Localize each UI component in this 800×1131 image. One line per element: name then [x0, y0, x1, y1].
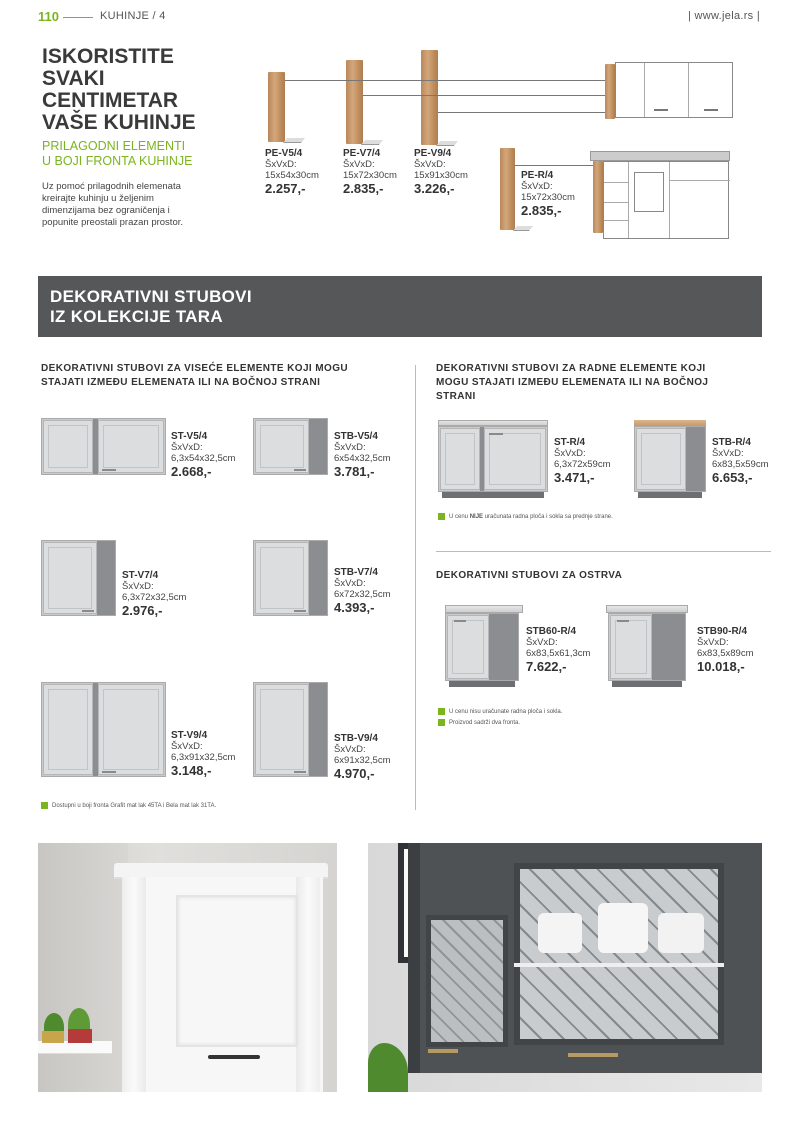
product-info-stb-r [712, 437, 769, 485]
product-code: STB-R/4 [712, 437, 751, 448]
photo-white-cabinet [38, 843, 337, 1092]
intro-subtitle-line: PRILAGODNI ELEMENTI [42, 139, 186, 153]
panel-image-pe-v9 [421, 50, 438, 145]
price: 2.976,- [122, 603, 163, 618]
product-code: PE-V5/4 [265, 148, 303, 159]
heading-line: STRANI [436, 391, 476, 402]
note-bullet-icon [438, 719, 445, 726]
price: 3.148,- [171, 763, 212, 778]
price: 2.835,- [343, 181, 384, 196]
product-info-st-v9 [171, 730, 235, 778]
product-code: ST-V9/4 [171, 730, 208, 741]
dim-label: ŠxVxD: [334, 442, 366, 453]
product-image-stb-r [634, 420, 706, 498]
panel-image-pe-v7 [346, 60, 363, 144]
product-info-stb60-r [526, 626, 590, 674]
product-info-stb90-r [697, 626, 754, 674]
connector-line [285, 80, 605, 81]
right-section-heading [436, 362, 708, 404]
panel-info-pe-v7 [343, 148, 397, 196]
price: 2.835,- [521, 203, 562, 218]
panel-shadow [361, 140, 383, 145]
dim-label: ŠxVxD: [526, 637, 558, 648]
dim-label: ŠxVxD: [521, 181, 553, 192]
banner-line: DEKORATIVNI STUBOVI [50, 287, 252, 306]
price: 3.226,- [414, 181, 455, 196]
price: 6.653,- [712, 470, 753, 485]
intro-title-line: VAŠE KUHINJE [42, 111, 196, 134]
product-image-st-v5 [41, 418, 166, 475]
panel-info-pe-v9 [414, 148, 468, 196]
panel-shadow [436, 141, 458, 146]
island-section-heading: DEKORATIVNI STUBOVI ZA OSTRVA [436, 570, 623, 581]
section-label: KUHINJE / 4 [100, 10, 166, 22]
dims: 6,3x72x32,5cm [122, 592, 187, 603]
dims: 6,3x91x32,5cm [171, 752, 236, 763]
dims: 6x83,5x89cm [697, 648, 754, 659]
dims: 6,3x54x32,5cm [171, 453, 236, 464]
intro-subtitle [42, 139, 242, 169]
product-image-st-v7 [41, 540, 116, 616]
dim-label: ŠxVxD: [334, 744, 366, 755]
product-code: PE-V7/4 [343, 148, 381, 159]
product-info-st-v5 [171, 431, 235, 479]
product-image-stb-v5 [253, 418, 328, 475]
horizontal-divider [436, 551, 771, 552]
price: 3.471,- [554, 470, 595, 485]
product-info-stb-v5 [334, 431, 391, 479]
connector-line [438, 112, 605, 113]
dims: 6,3x72x59cm [554, 459, 611, 470]
product-code: STB-V5/4 [334, 431, 378, 442]
product-image-stb90-r [606, 605, 688, 687]
intro-title-line: SVAKI [42, 67, 105, 90]
dim-label: ŠxVxD: [554, 448, 586, 459]
panel-image-pe-v5 [268, 72, 285, 142]
dims: 15x72x30cm [343, 170, 397, 181]
dim-label: ŠxVxD: [171, 741, 203, 752]
heading-line: DEKORATIVNI STUBOVI ZA VISEĆE ELEMENTE KOJI MOGU [41, 363, 349, 374]
wall-cabinets-drawing [615, 62, 733, 118]
dims: 15x72x30cm [521, 192, 575, 203]
product-code: PE-V9/4 [414, 148, 452, 159]
connector-line [363, 95, 605, 96]
intro-body-line: kreirajte kuhinju u željenim [42, 193, 154, 204]
product-code: STB-V9/4 [334, 733, 378, 744]
banner-line: IZ KOLEKCIJE TARA [50, 307, 223, 326]
dims: 6x54x32,5cm [334, 453, 391, 464]
product-info-stb-v9 [334, 733, 391, 781]
product-code: ST-V5/4 [171, 431, 208, 442]
price: 4.393,- [334, 600, 375, 615]
dims: 15x91x30cm [414, 170, 468, 181]
wall-panel-drawing [605, 64, 615, 119]
dims: 6x83,5x59cm [712, 459, 769, 470]
price: 7.622,- [526, 659, 567, 674]
dim-label: ŠxVxD: [343, 159, 375, 170]
intro-body-line: Uz pomoć prilagodnih elemenata [42, 181, 181, 192]
intro-body-line: popunite preostali prazan prostor. [42, 217, 184, 228]
product-image-stb-v7 [253, 540, 328, 616]
base-cabinets-drawing [603, 161, 729, 239]
price: 2.257,- [265, 181, 306, 196]
note-bullet-icon [41, 802, 48, 809]
dim-label: ŠxVxD: [334, 578, 366, 589]
note-bullet-icon [438, 513, 445, 520]
heading-line: MOGU STAJATI IZMEĐU ELEMENATA ILI NA BOČNOJ [436, 377, 709, 388]
product-image-st-r [438, 420, 548, 498]
connector-line [515, 165, 595, 166]
intro-subtitle-line: U BOJI FRONTA KUHINJE [42, 154, 193, 168]
product-image-st-v9 [41, 682, 166, 777]
dims: 15x54x30cm [265, 170, 319, 181]
photo-grafit-glass-cabinets [368, 843, 762, 1092]
price: 3.781,- [334, 464, 375, 479]
dims: 6x83,5x61,3cm [526, 648, 591, 659]
heading-line: STAJATI IZMEĐU ELEMENATA ILI NA BOČNOJ STRANI [41, 377, 321, 388]
intro-title [42, 46, 242, 134]
island-notes: U cenu nisu uračunate radna ploča i sokla. Proizvod sadrži dva fronta. [438, 707, 562, 729]
vertical-divider [415, 365, 416, 810]
header-rule [63, 17, 93, 18]
price: 4.970,- [334, 766, 375, 781]
banner-title [50, 287, 252, 327]
product-code: STB-V7/4 [334, 567, 378, 578]
dim-label: ŠxVxD: [414, 159, 446, 170]
website-link[interactable]: | www.jela.rs | [688, 10, 760, 22]
panel-shadow [283, 138, 305, 143]
counter-drawing [590, 151, 730, 161]
dim-label: ŠxVxD: [265, 159, 297, 170]
product-code: STB90-R/4 [697, 626, 748, 637]
left-note: Dostupni u boji fronta Grafit mat lak 45TA i Bela mat lak 31TA. [41, 802, 216, 809]
note-bullet-icon [438, 708, 445, 715]
right-note: U cenu NIJE uračunata radna ploča i sokla sa prednje strane. [438, 513, 613, 520]
intro-title-line: ISKORISTITE [42, 45, 174, 68]
product-code: ST-R/4 [554, 437, 586, 448]
panel-image-pe-r [500, 148, 515, 230]
base-panel-drawing [593, 161, 603, 233]
heading-line: DEKORATIVNI STUBOVI ZA RADNE ELEMENTE KOJI [436, 363, 706, 374]
dim-label: ŠxVxD: [171, 442, 203, 453]
dims: 6x91x32,5cm [334, 755, 391, 766]
dim-label: ŠxVxD: [697, 637, 729, 648]
panel-info-pe-v5 [265, 148, 319, 196]
product-image-stb-v9 [253, 682, 328, 777]
panel-info-pe-r [521, 170, 575, 218]
dims: 6x72x32,5cm [334, 589, 391, 600]
page-number: 110 [38, 9, 59, 24]
product-info-st-r [554, 437, 611, 485]
price: 10.018,- [697, 659, 745, 674]
product-code: STB60-R/4 [526, 626, 577, 637]
dim-label: ŠxVxD: [712, 448, 744, 459]
left-section-heading [41, 362, 348, 390]
dim-label: ŠxVxD: [122, 581, 154, 592]
product-code: ST-V7/4 [122, 570, 159, 581]
product-image-stb60-r [445, 605, 523, 687]
product-code: PE-R/4 [521, 170, 554, 181]
product-info-stb-v7 [334, 567, 391, 615]
intro-body [42, 181, 207, 229]
intro-title-line: CENTIMETAR [42, 89, 179, 112]
panel-shadow [513, 226, 533, 231]
price: 2.668,- [171, 464, 212, 479]
product-info-st-v7 [122, 570, 186, 618]
intro-body-line: dimenzijama bez ograničenja i [42, 205, 170, 216]
